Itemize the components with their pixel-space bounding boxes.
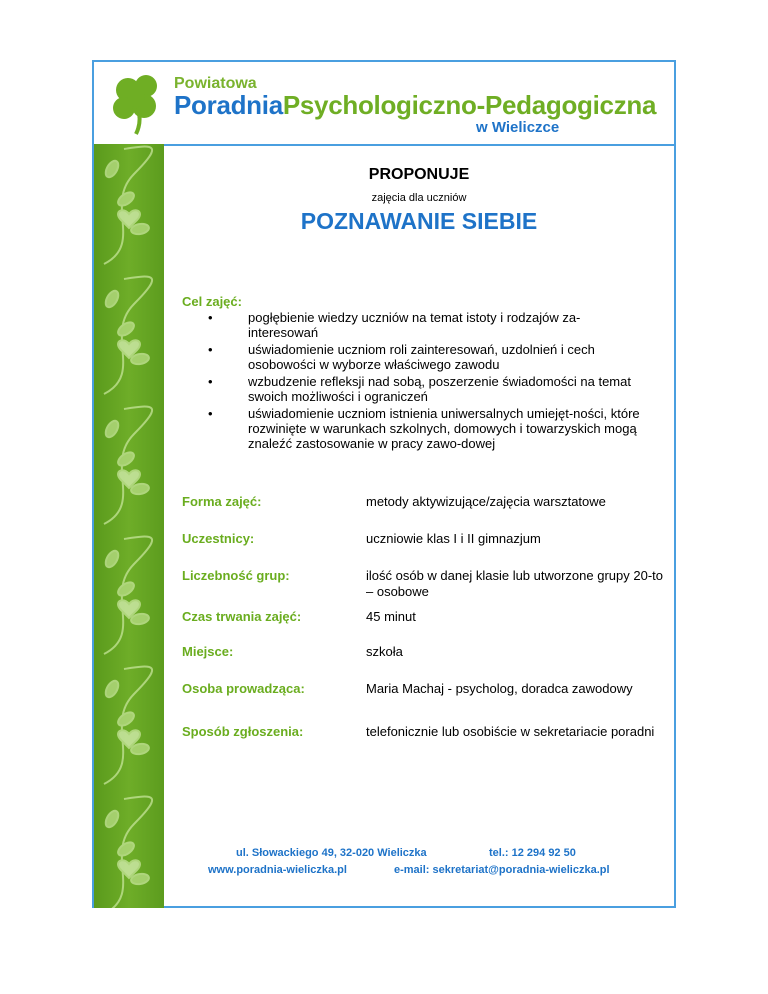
bullet-icon: • bbox=[208, 342, 213, 357]
footer-phone: tel.: 12 294 92 50 bbox=[489, 847, 576, 859]
footer-website-link[interactable]: www.poradnia-wieliczka.pl bbox=[208, 864, 347, 876]
goals-list bbox=[182, 310, 648, 453]
footer-address: ul. Słowackiego 49, 32-020 Wieliczka bbox=[236, 847, 427, 859]
logo-main-part1: Poradnia bbox=[174, 90, 283, 120]
flyer-frame bbox=[92, 60, 676, 908]
list-item bbox=[182, 342, 648, 372]
clover-logo-icon bbox=[106, 70, 172, 136]
topic-title: POZNAWANIE SIEBIE bbox=[300, 208, 538, 234]
detail-value: uczniowie klas I i II gimnazjum bbox=[366, 531, 541, 546]
detail-value: metody aktywizujące/zajęcia warsztatowe bbox=[366, 494, 606, 509]
content bbox=[164, 144, 674, 908]
goals-label: Cel zajęć: bbox=[182, 294, 242, 309]
detail-value: 45 minut bbox=[366, 609, 416, 624]
logo-small-text: Powiatowa bbox=[174, 75, 257, 92]
bullet-icon: • bbox=[208, 406, 213, 421]
list-item bbox=[182, 406, 648, 451]
logo-main-text bbox=[174, 90, 656, 121]
subtitle: zajęcia dla uczniów bbox=[371, 192, 467, 204]
goal-text: pogłębienie wiedzy uczniów na temat istoty i rodzajów za-interesowań bbox=[248, 310, 581, 340]
decorative-side-strip bbox=[94, 144, 164, 908]
logo-main-part2: Psychologiczno-Pedagogiczna bbox=[282, 90, 657, 120]
title: PROPONUJE bbox=[368, 166, 470, 183]
goal-text: uświadomienie uczniom roli zainteresowań, uzdolnień i cech osobowości w wyborze właściwego zawodu bbox=[248, 342, 595, 372]
detail-label: Liczebność grup: bbox=[182, 568, 290, 583]
floral-ornament-icon bbox=[94, 144, 164, 908]
detail-label: Osoba prowadząca: bbox=[182, 681, 305, 696]
detail-label: Forma zajęć: bbox=[182, 494, 262, 509]
list-item bbox=[182, 310, 648, 340]
detail-value: telefonicznie lub osobiście w sekretariacie poradni bbox=[366, 724, 655, 739]
list-item bbox=[182, 374, 648, 404]
goal-text: wzbudzenie refleksji nad sobą, poszerzenie świadomości na temat swoich możliwości i ograniczeń bbox=[248, 374, 631, 404]
detail-label: Uczestnicy: bbox=[182, 531, 255, 546]
detail-value: szkoła bbox=[366, 644, 403, 659]
footer-email-link[interactable]: e-mail: sekretariat@poradnia-wieliczka.pl bbox=[394, 864, 610, 876]
detail-label: Czas trwania zajęć: bbox=[182, 609, 302, 624]
detail-label: Miejsce: bbox=[182, 644, 234, 659]
logo-city-text: w Wieliczce bbox=[476, 119, 560, 136]
detail-value: ilość osób w danej klasie lub utworzone grupy 20-to – osobowe bbox=[366, 568, 664, 599]
detail-value: Maria Machaj - psycholog, doradca zawodowy bbox=[366, 681, 633, 696]
bullet-icon: • bbox=[208, 310, 213, 325]
bullet-icon: • bbox=[208, 374, 213, 389]
detail-label: Sposób zgłoszenia: bbox=[182, 724, 304, 739]
header bbox=[94, 62, 674, 146]
goal-text: uświadomienie uczniom istnienia uniwersalnych umiejęt-ności, które rozwinięte w warunkach szkolnych, domowych i towarzyskich mogą znaleźć zastosowanie w pracy zawo-dowej bbox=[248, 406, 640, 451]
